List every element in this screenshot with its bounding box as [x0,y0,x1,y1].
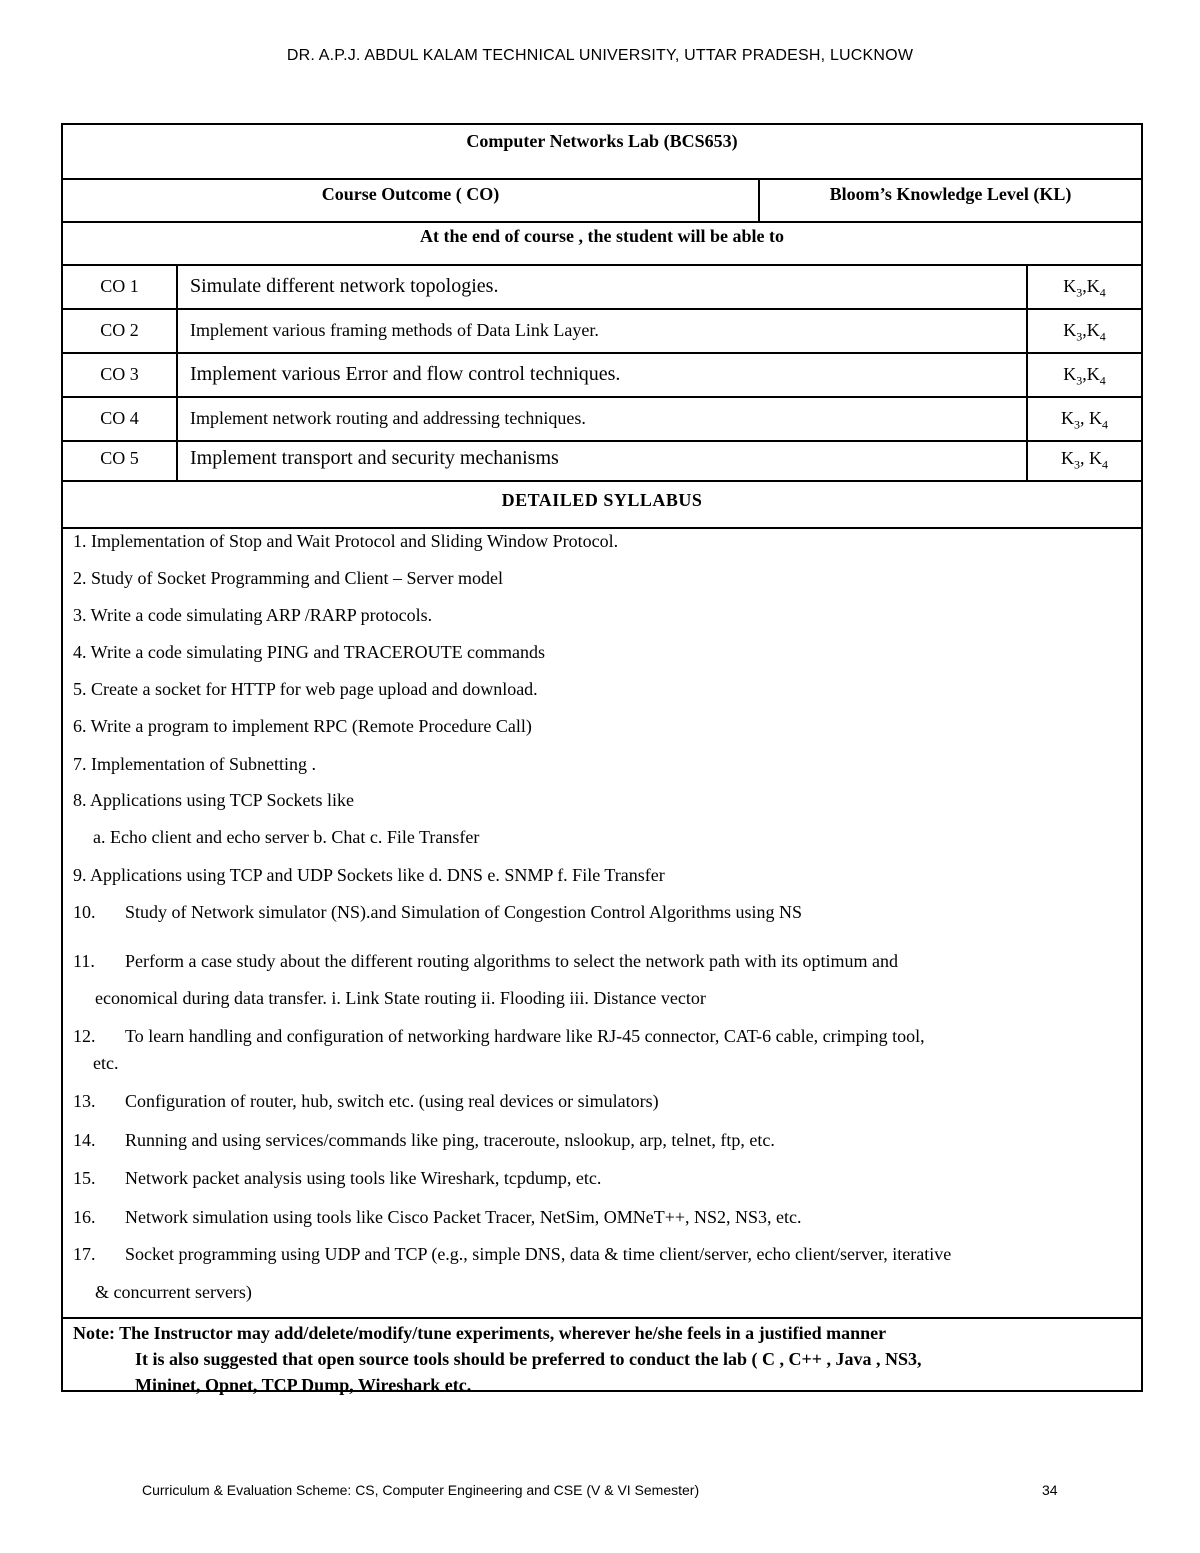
list-item [73,1091,659,1112]
co-knowledge-level: $K_3$, $K_4$ [1061,408,1108,432]
detailed-syllabus-row [63,482,1141,529]
item-number: 11. [73,951,95,971]
kl-separator: , [1080,408,1089,428]
list-item: a. Echo client and echo server b. Chat c. File Transfer [93,827,480,847]
co-row [63,438,1141,482]
kl-separator: , [1082,320,1087,340]
list-item: 5. Create a socket for HTTP for web page upload and download. [73,679,538,699]
syllabus-table [61,123,1143,1395]
kl-sub-1: 3 [1076,285,1083,300]
list-item [73,1244,951,1265]
list-item: 8. Applications using TCP Sockets like [73,790,355,810]
co-description: Implement transport and security mechanisms [178,438,1028,480]
footer-scheme: Curriculum & Evaluation Scheme: CS, Computer Engineering and CSE (V & VI Semester) [142,1482,700,1498]
co-row [63,398,1141,442]
co-knowledge-level: $K_3$, $K_4$ [1061,448,1108,472]
item-text: Study of Network simulator (NS).and Simulation of Congestion Control Algorithms using NS [125,902,802,922]
outcome-intro-row [63,223,1141,266]
instructor-note [73,1320,922,1398]
list-item: 7. Implementation of Subnetting . [73,754,316,774]
co-code: CO 1 [63,266,178,308]
list-item: 9. Applications using TCP and UDP Sockets like d. DNS e. SNMP f. File Transfer [73,865,665,885]
note-line: It is also suggested that open source tools should be preferred to conduct the lab ( C , C++ , Java , NS3, [135,1349,922,1369]
item-text: Network simulation using tools like Cisco Packet Tracer, NetSim, OMNeT++, NS2, NS3, etc. [125,1207,802,1227]
kl-separator: , [1080,448,1089,468]
list-item: 6. Write a program to implement RPC (Remote Procedure Call) [73,716,532,736]
list-item: 2. Study of Socket Programming and Client – Server model [73,568,503,588]
item-text: Configuration of router, hub, switch etc. (using real devices or simulators) [125,1091,659,1111]
co-row [63,354,1141,398]
co-row [63,310,1141,354]
item-number: 16. [73,1207,96,1227]
co-knowledge-level: $K_3,K_4$ [1063,364,1106,388]
syllabus-list [63,529,1141,1319]
co-knowledge-level: $K_3,K_4$ [1063,276,1106,300]
outcome-header-row [63,180,1141,223]
kl-sub-1: 3 [1076,329,1083,344]
item-number: 14. [73,1130,96,1150]
kl-sub-2: 4 [1099,373,1106,388]
knowledge-level-header: Bloom’s Knowledge Level (KL) [829,184,1072,204]
university-header: DR. A.P.J. ABDUL KALAM TECHNICAL UNIVERSITY, UTTAR PRADESH, LUCKNOW [286,47,914,64]
outcome-intro: At the end of course , the student will be able to [420,226,784,246]
list-item: 4. Write a code simulating PING and TRACEROUTE commands [73,642,546,662]
item-number: 10. [73,902,96,922]
item-text: Socket programming using UDP and TCP (e.g., simple DNS, data & time client/server, echo client/server, iterative [125,1244,952,1264]
kl-sub-1: 3 [1076,373,1083,388]
list-item-continuation: etc. [93,1053,119,1073]
item-number: 12. [73,1026,96,1046]
kl-sub-2: 4 [1102,417,1108,432]
course-title: Computer Networks Lab (BCS653) [466,131,738,151]
list-item [73,902,802,923]
co-row [63,266,1141,310]
kl-separator: , [1082,364,1087,384]
list-item [73,1207,802,1228]
note-line: Mininet, Opnet, TCP Dump, Wireshark etc. [135,1375,472,1395]
kl-sub-1: 3 [1074,457,1080,472]
course-outcome-header: Course Outcome ( CO) [63,180,760,221]
co-code: CO 3 [63,354,178,396]
list-item: 3. Write a code simulating ARP /RARP protocols. [73,605,433,625]
course-title-row [63,125,1141,180]
co-description: Implement various Error and flow control techniques. [178,354,1028,396]
co-knowledge-level: $K_3,K_4$ [1063,320,1106,344]
kl-sub-2: 4 [1102,457,1108,472]
co-code: CO 4 [63,398,178,440]
co-code: CO 5 [63,438,178,480]
kl-sub-2: 4 [1099,329,1106,344]
item-text: Running and using services/commands like ping, traceroute, nslookup, arp, telnet, ftp, etc. [125,1130,775,1150]
co-description: Implement network routing and addressing techniques. [178,398,1028,440]
list-item [73,951,898,972]
item-text: Perform a case study about the different routing algorithms to select the network path with its optimum and [125,951,898,971]
list-item [73,1130,775,1151]
page-number: 34 [1042,1482,1058,1498]
kl-sub-2: 4 [1099,285,1106,300]
kl-sub-1: 3 [1074,417,1080,432]
co-code: CO 2 [63,310,178,352]
kl-separator: , [1082,276,1087,296]
list-item [73,1026,925,1047]
detailed-syllabus-heading: DETAILED SYLLABUS [501,490,703,510]
co-description: Implement various framing methods of Data Link Layer. [178,310,1028,352]
list-item [73,1168,601,1189]
note-line: Note: The Instructor may add/delete/modify/tune experiments, wherever he/she feels in a justified manner [73,1323,887,1343]
list-item-continuation: & concurrent servers) [95,1282,252,1302]
item-number: 17. [73,1244,96,1264]
co-description: Simulate different network topologies. [178,266,1028,308]
item-number: 15. [73,1168,96,1188]
list-item: 1. Implementation of Stop and Wait Protocol and Sliding Window Protocol. [73,531,619,551]
item-text: To learn handling and configuration of networking hardware like RJ-45 connector, CAT-6 cable, crimping tool, [125,1026,925,1046]
item-text: Network packet analysis using tools like Wireshark, tcpdump, etc. [125,1168,602,1188]
item-number: 13. [73,1091,96,1111]
list-item-continuation: economical during data transfer. i. Link State routing ii. Flooding iii. Distance vector [95,988,706,1008]
